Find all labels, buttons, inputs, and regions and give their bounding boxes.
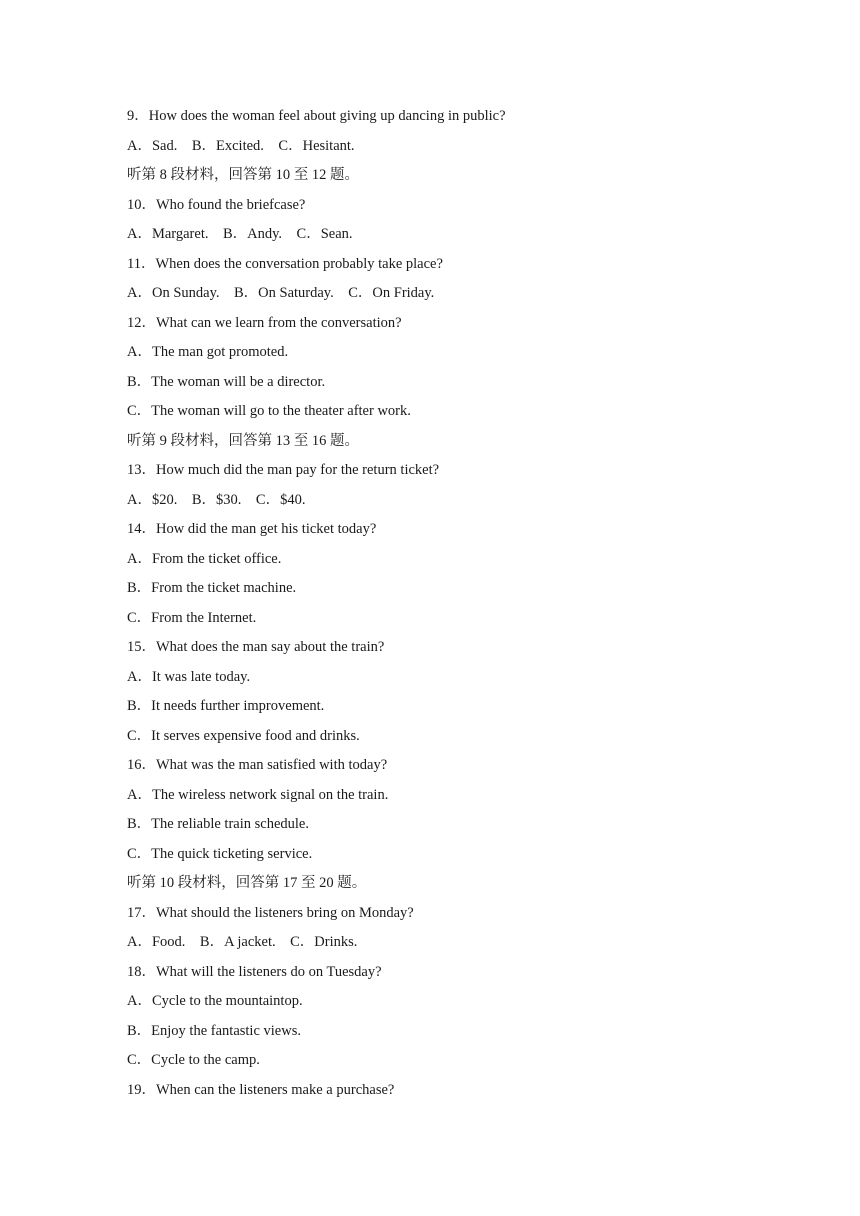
question-16-option-b: B．The reliable train schedule. [127, 816, 309, 832]
question-14-option-b: B．From the ticket machine. [127, 580, 297, 596]
question-17-options: A．Food. B．A jacket. C．Drinks. [127, 934, 358, 950]
question-19: 19．When can the listeners make a purchase? [127, 1081, 395, 1098]
question-12-option-b: B．The woman will be a director. [127, 373, 326, 390]
question-16: 16．What was the man satisfied with today? [127, 757, 388, 773]
question-16-option-c: C．The quick ticketing service. [127, 845, 313, 862]
question-15-option-c: C．It serves expensive food and drinks. [127, 727, 360, 744]
question-18: 18．What will the listeners do on Tuesday? [127, 963, 382, 980]
question-14-option-a: A．From the ticket office. [127, 550, 282, 567]
question-16-option-a: A．The wireless network signal on the train. [127, 786, 389, 803]
question-17: 17．What should the listeners bring on Monday? [127, 904, 414, 921]
section-8-instruction: 听第 8 段材料，回答第 10 至 12 题。 [127, 167, 359, 183]
question-10-options: A．Margaret. B．Andy. C．Sean. [127, 226, 353, 242]
question-13: 13．How much did the man pay for the return ticket? [127, 462, 440, 478]
section-9-instruction: 听第 9 段材料，回答第 13 至 16 题。 [127, 432, 359, 449]
question-10: 10．Who found the briefcase? [127, 196, 306, 213]
question-15: 15．What does the man say about the train? [127, 639, 385, 655]
question-12-option-a: A．The man got promoted. [127, 344, 289, 360]
question-9-options: A．Sad. B．Excited. C．Hesitant. [127, 137, 355, 154]
section-10-instruction: 听第 10 段材料，回答第 17 至 20 题。 [127, 875, 367, 891]
question-13-options: A．$20. B．$30. C．$40. [127, 491, 306, 508]
question-12: 12．What can we learn from the conversation? [127, 314, 402, 331]
question-11: 11．When does the conversation probably take place? [127, 255, 443, 272]
question-15-option-b: B．It needs further improvement. [127, 698, 325, 714]
question-18-option-c: C．Cycle to the camp. [127, 1052, 260, 1068]
question-14: 14．How did the man get his ticket today? [127, 521, 377, 537]
question-list [127, 102, 767, 1105]
question-12-option-c: C．The woman will go to the theater after work. [127, 403, 411, 419]
question-18-option-a: A．Cycle to the mountaintop. [127, 993, 303, 1009]
question-14-option-c: C．From the Internet. [127, 609, 257, 626]
question-9: 9．How does the woman feel about giving up dancing in public? [127, 108, 506, 124]
question-11-options: A．On Sunday. B．On Saturday. C．On Friday. [127, 285, 435, 301]
question-15-option-a: A．It was late today. [127, 668, 251, 685]
question-18-option-b: B．Enjoy the fantastic views. [127, 1022, 301, 1039]
